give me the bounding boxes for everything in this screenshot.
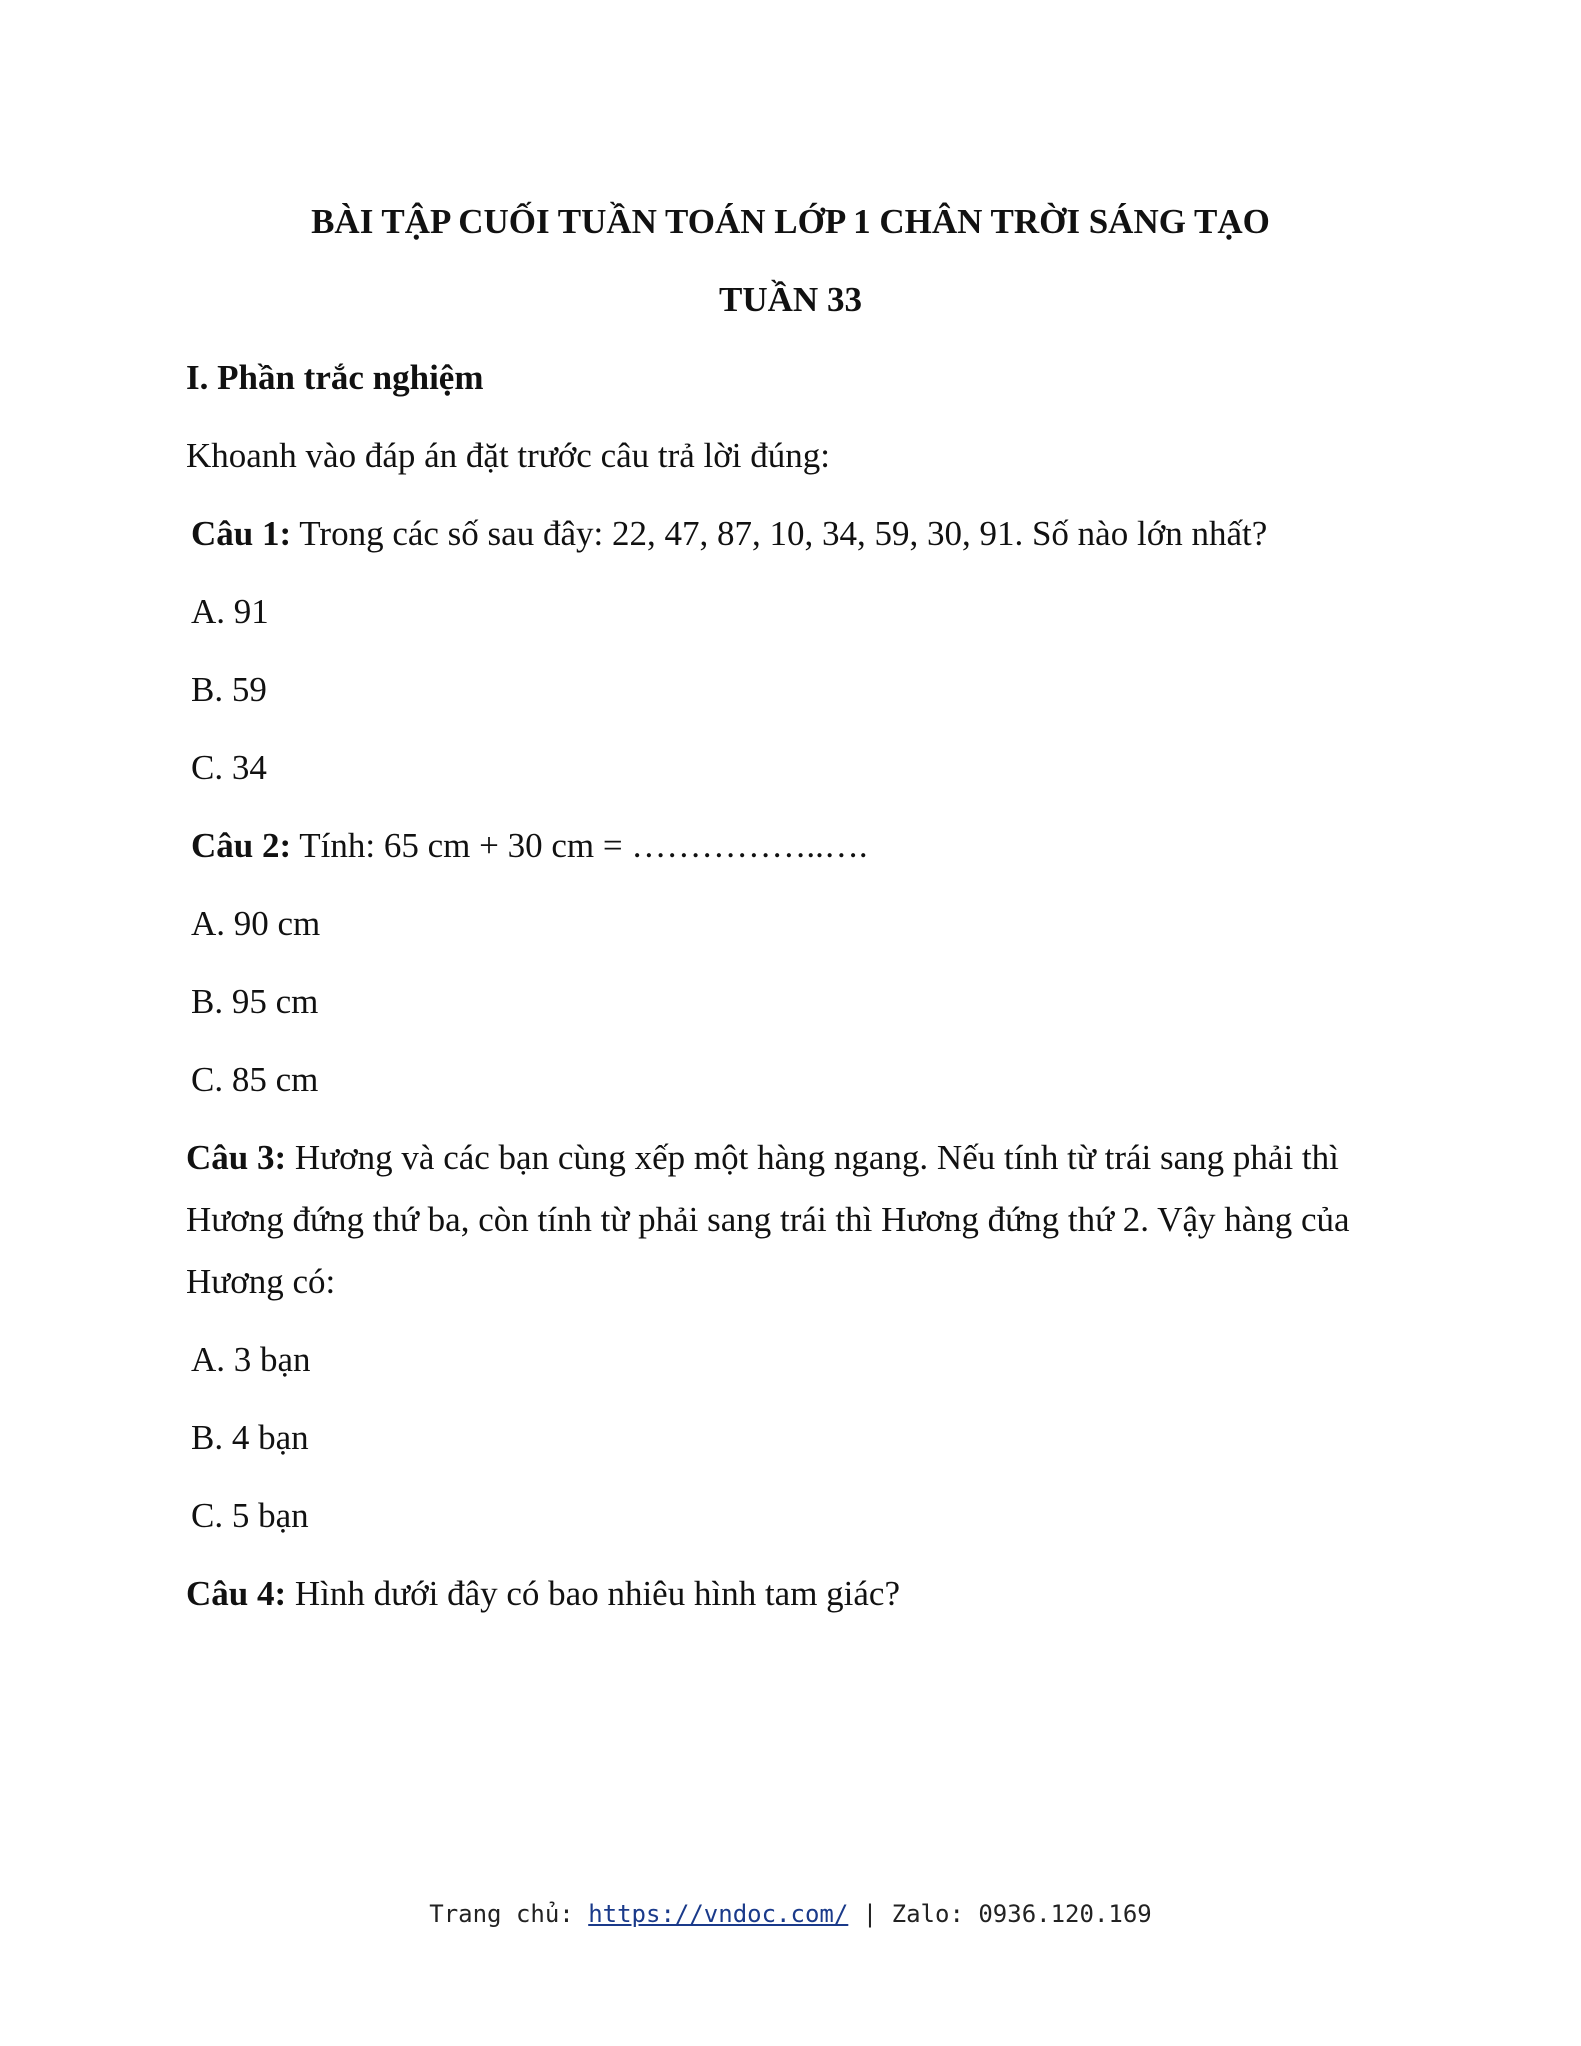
document-title: BÀI TẬP CUỐI TUẦN TOÁN LỚP 1 CHÂN TRỜI SÁNG TẠO [311, 202, 1270, 241]
footer-home-label: Trang chủ: [429, 1900, 589, 1928]
instruction-text: Khoanh vào đáp án đặt trước câu trả lời đúng: [186, 436, 830, 475]
question-3-option-c: C. 5 bạn [191, 1496, 309, 1535]
page-footer [0, 1898, 1581, 1930]
question-1 [191, 512, 1267, 556]
question-4-label: Câu 4: [186, 1574, 287, 1613]
question-1-option-c: C. 34 [191, 748, 267, 787]
question-3-text-line-2: Hương đứng thứ ba, còn tính từ phải sang trái thì Hương đứng thứ 2. Vậy hàng của [186, 1200, 1350, 1239]
question-2 [191, 824, 868, 868]
question-2-label: Câu 2: [191, 826, 292, 865]
question-2-text: Tính: 65 cm + 30 cm = ……………..…. [291, 826, 868, 865]
question-3-text-line-1: Hương và các bạn cùng xếp một hàng ngang. Nếu tính từ trái sang phải thì [286, 1138, 1339, 1177]
question-4 [186, 1572, 900, 1616]
footer-separator: | [848, 1900, 892, 1928]
question-1-text: Trong các số sau đây: 22, 47, 87, 10, 34, 59, 30, 91. Số nào lớn nhất? [291, 514, 1268, 553]
question-2-option-c: C. 85 cm [191, 1060, 319, 1099]
question-2-option-b: B. 95 cm [191, 982, 319, 1021]
question-3 [186, 1136, 1339, 1180]
question-1-label: Câu 1: [191, 514, 292, 553]
question-3-label: Câu 3: [186, 1138, 287, 1177]
section-heading: I. Phần trắc nghiệm [186, 358, 484, 397]
document-subtitle: TUẦN 33 [719, 280, 862, 319]
question-4-text: Hình dưới đây có bao nhiêu hình tam giác? [286, 1574, 901, 1613]
question-1-option-a: A. 91 [191, 592, 269, 631]
question-1-option-b: B. 59 [191, 670, 267, 709]
question-3-option-a: A. 3 bạn [191, 1340, 311, 1379]
question-3-text-line-3: Hương có: [186, 1262, 336, 1301]
question-2-option-a: A. 90 cm [191, 904, 321, 943]
footer-zalo: Zalo: 0936.120.169 [891, 1900, 1152, 1928]
footer-home-link[interactable]: https://vndoc.com/ [588, 1900, 849, 1928]
question-3-option-b: B. 4 bạn [191, 1418, 309, 1457]
